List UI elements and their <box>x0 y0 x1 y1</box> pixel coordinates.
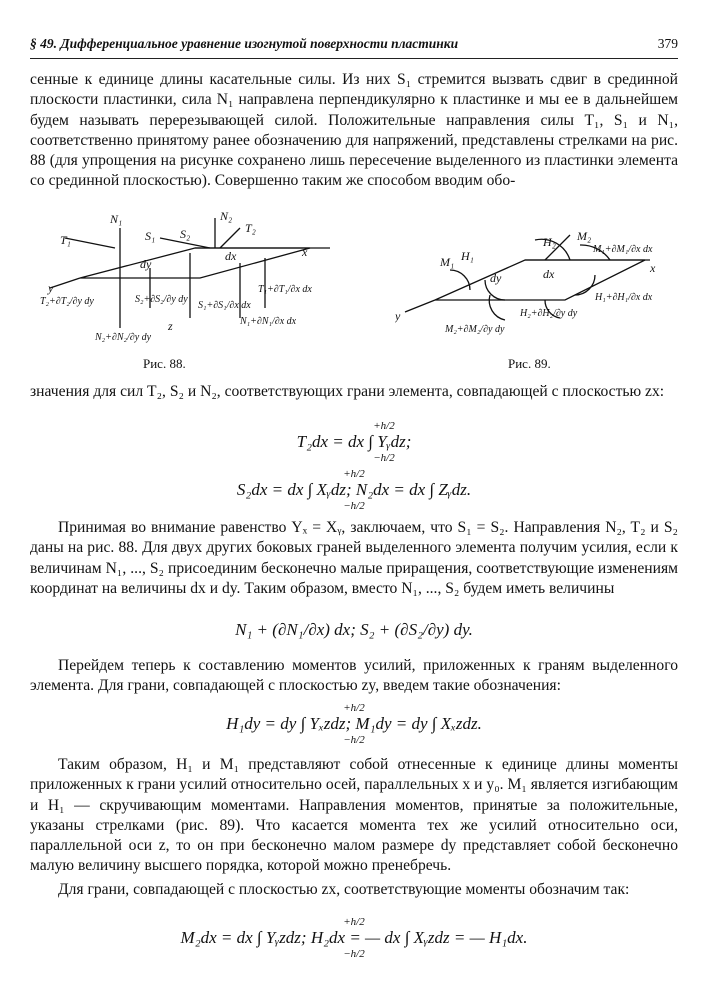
eq5-lower-limit: −h/2 <box>343 948 365 960</box>
fig89-H1: H₁ <box>461 249 474 263</box>
fig88-b: S₂+∂S₂/∂y dy <box>135 294 188 305</box>
fig88-e: N₁+∂N₁/∂x dx <box>240 316 297 327</box>
eq4-lower-limit: −h/2 <box>343 734 365 746</box>
caption-fig-88: Рис. 88. <box>143 356 186 371</box>
fig89-c: H₂+∂H₂/∂y dy <box>520 308 578 319</box>
fig89-b: H₁+∂H₁/∂x dx <box>595 292 653 303</box>
fig89-y: y <box>395 309 401 323</box>
eq5-upper-limit: +h/2 <box>343 916 365 928</box>
fig88-dx: dx <box>225 249 237 263</box>
fig88-x: x <box>302 245 308 259</box>
paragraph-5: Таким образом, H₁ и M₁ представляют собой отнесенные к единице длины моменты приложенных к грани усилий относительно осей, параллельных x и y₀. M₁ является изгибающим и H₁ — скручивающим моментами. Направления моментов, принятые за положительные, указаны стрелками (рис. 89). Что касается момента тех же усилий относительно оси, параллельной оси z, то он при бесконечно малом размере dy представляет собой бесконечно малую величину высшего порядка, которой можно пренебречь. <box>30 756 678 875</box>
equation-5: +h/2 M₂dx = dx ∫ Yᵧzdz; H₂dx = — dx ∫ Xᵧzdz = — H₁dx. −h/2 <box>30 916 678 960</box>
eq1-upper-limit: +h/2 <box>373 420 395 432</box>
header-rule <box>30 58 678 59</box>
equation-1: +h/2 T₂dx = dx ∫ Yᵧdz; −h/2 <box>30 420 678 464</box>
eq4-upper-limit: +h/2 <box>343 702 365 714</box>
fig89-dx: dx <box>543 267 555 281</box>
fig88-S2: S₂ <box>180 227 191 241</box>
paragraph-2: значения для сил T₂, S₂ и N₂, соответствующих грани элемента, совпадающей с плоскостью zx: <box>30 383 665 400</box>
fig88-y: y <box>48 281 54 295</box>
eq2-upper-limit: +h/2 <box>343 468 365 480</box>
fig88-T1: T₁ <box>60 233 71 247</box>
fig88-N1: N₁ <box>110 212 123 226</box>
fig88-d: T₁+∂T₁/∂x dx <box>258 284 312 295</box>
fig88-N2: N₂ <box>220 209 233 223</box>
paragraph-1: сенные к единице длины касательные силы. Из них S₁ стремится вызвать сдвиг в срединной плоскости пластинки, сила N₁ направлена перпендикулярно к пластинке и мы ее в дальнейшем будем называть перерезывающей силой. Положительные направления силы T₁, S₁ и N₁, соответственно принятому ранее обозначению для напряжений, представлены стрелками на рис. 88 (для упрощения на рисунке сохранено лишь пересечение выделенного из пластинки элемента со срединной плоскостью). Совершенно таким же способом вводим обо- <box>30 71 678 190</box>
fig89-M1: M₁ <box>440 255 455 269</box>
equation-3: N₁ + (∂N₁/∂x) dx; S₂ + (∂S₂/∂y) dy. <box>235 620 473 639</box>
fig89-dy: dy <box>490 271 502 285</box>
fig88-c: S₁+∂S₁/∂x dx <box>198 300 251 311</box>
equation-4: +h/2 H₁dy = dy ∫ Yₓzdz; M₁dy = dy ∫ Xₓzdz. −h/2 <box>30 702 678 746</box>
fig89-d: M₂+∂M₂/∂y dy <box>445 324 505 335</box>
page-number: 379 <box>657 36 678 51</box>
header-title: § 49. Дифференциальное уравнение изогнутой поверхности пластинки <box>30 36 459 51</box>
fig89-H2: H₂ <box>543 235 556 249</box>
eq2-lower-limit: −h/2 <box>343 500 365 512</box>
running-header <box>30 36 678 56</box>
fig88-z: z <box>168 319 173 333</box>
equation-2: +h/2 S₂dx = dx ∫ Xᵧdz; N₂dx = dx ∫ Zᵧdz. −h/2 <box>30 468 678 512</box>
fig88-S1: S₁ <box>145 229 156 243</box>
caption-fig-89: Рис. 89. <box>508 356 551 371</box>
fig89-a: M₁+∂M₁/∂x dx <box>593 244 653 255</box>
fig88-dy: dy <box>140 257 152 271</box>
figure-89 <box>395 220 675 350</box>
fig88-f: N₂+∂N₂/∂y dy <box>95 332 152 343</box>
paragraph-3: Принимая во внимание равенство Yₓ = Xᵧ, заключаем, что S₁ = S₂. Направления N₂, T₂ и S₂ даны на рис. 88. Для двух других боковых граней выделенного элемента получим усилия, если к величинам N₁, ..., S₂ присоединим бесконечно малые приращения, соответствующие изменениям координат на величины dx и dy. Таким образом, вместо N₁, ..., S₂ будем иметь величины <box>30 519 678 597</box>
figure-88 <box>40 208 340 356</box>
paragraph-4: Перейдем теперь к составлению моментов усилий, приложенных к граням выделенного элемента. Для грани, совпадающей с плоскостью zy, введем такие обозначения: <box>30 657 678 695</box>
fig89-M2: M₂ <box>577 229 592 243</box>
paragraph-6: Для грани, совпадающей с плоскостью zx, соответствующие моменты обозначим так: <box>58 881 630 898</box>
fig88-a: T₂+∂T₂/∂y dy <box>40 296 94 307</box>
fig89-x: x <box>650 261 656 275</box>
eq1-lower-limit: −h/2 <box>373 452 395 464</box>
fig88-T2: T₂ <box>245 221 256 235</box>
